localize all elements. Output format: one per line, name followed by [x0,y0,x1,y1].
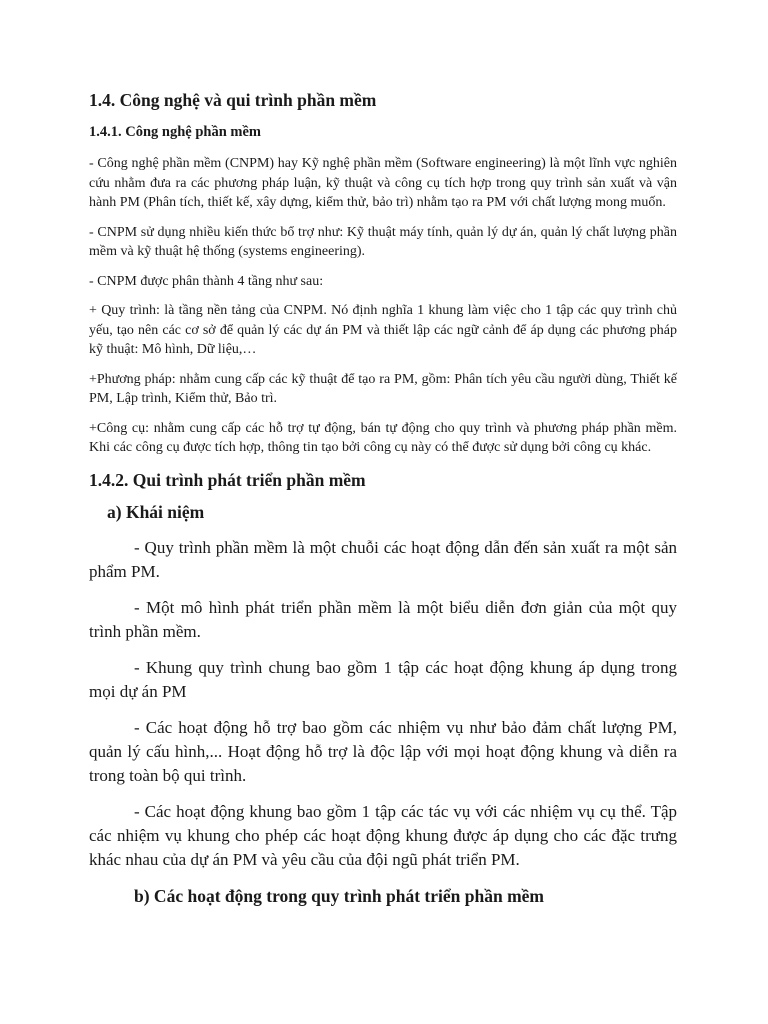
paragraph: - CNPM được phân thành 4 tầng như sau: [89,273,324,289]
paragraph: +Công cụ: nhằm cung cấp các hỗ trợ tự động, bán tự động cho quy trình và phương pháp phần mềm. Khi các công cụ được tích hợp, thông tin tạo bởi công cụ này có thể được sử dụng bởi công cụ khác. [89,420,677,455]
paragraph: - CNPM sử dụng nhiều kiến thức bổ trợ như: Kỹ thuật máy tính, quản lý dự án, quản lý chất lượng phần mềm và kỹ thuật hệ thống (systems engineering). [89,224,677,259]
section-title: 1.4. Công nghệ và qui trình phần mềm [89,90,377,110]
subsection-title: 1.4.1. Công nghệ phần mềm [89,124,262,140]
document-page [89,88,677,908]
paragraph: - Các hoạt động khung bao gồm 1 tập các tác vụ với các nhiệm vụ cụ thể. Tập các nhiệm vụ khung cho phép các hoạt động khung được áp dụng cho các đặc trưng khác nhau của dự án PM và yêu cầu của đội ngũ phát triển PM. [89,801,677,869]
part-title: a) Khái niệm [107,501,205,522]
subsection-title: 1.4.2. Qui trình phát triển phần mềm [89,469,366,490]
part-title: b) Các hoạt động trong quy trình phát triển phần mềm [134,885,545,906]
paragraph: +Phương pháp: nhằm cung cấp các kỹ thuật để tạo ra PM, gồm: Phân tích yêu cầu người dùng, Thiết kế PM, Lập trình, Kiểm thử, Bảo trì. [89,371,677,406]
paragraph: - Các hoạt động hỗ trợ bao gồm các nhiệm vụ như bảo đảm chất lượng PM, quản lý cấu hình,... Hoạt động hỗ trợ là độc lập với mọi hoạt động khung và diễn ra trong toàn bộ qui trình. [89,717,677,785]
paragraph: - Khung quy trình chung bao gồm 1 tập các hoạt động khung áp dụng trong mọi dự án PM [89,657,677,701]
paragraph: - Công nghệ phần mềm (CNPM) hay Kỹ nghệ phần mềm (Software engineering) là một lĩnh vực nghiên cứu nhằm đưa ra các phương pháp luận, kỹ thuật và công cụ tích hợp trong quy trình sản xuất và vận hành PM (Phân tích, thiết kế, xây dựng, kiểm thử, bảo trì) nhằm tạo ra PM với chất lượng mong muốn. [89,156,677,210]
paragraph: - Một mô hình phát triển phần mềm là một biểu diễn đơn giản của một quy trình phần mềm. [89,597,677,641]
paragraph: - Quy trình phần mềm là một chuỗi các hoạt động dẫn đến sản xuất ra một sản phẩm PM. [89,537,677,581]
paragraph: + Quy trình: là tầng nền tảng của CNPM. Nó định nghĩa 1 khung làm việc cho 1 tập các quy trình chủ yếu, tạo nên các cơ sở để quản lý các dự án PM và thiết lập các ngữ cảnh để áp dụng các phương pháp kỹ thuật: Mô hình, Dữ liệu,… [89,303,677,357]
